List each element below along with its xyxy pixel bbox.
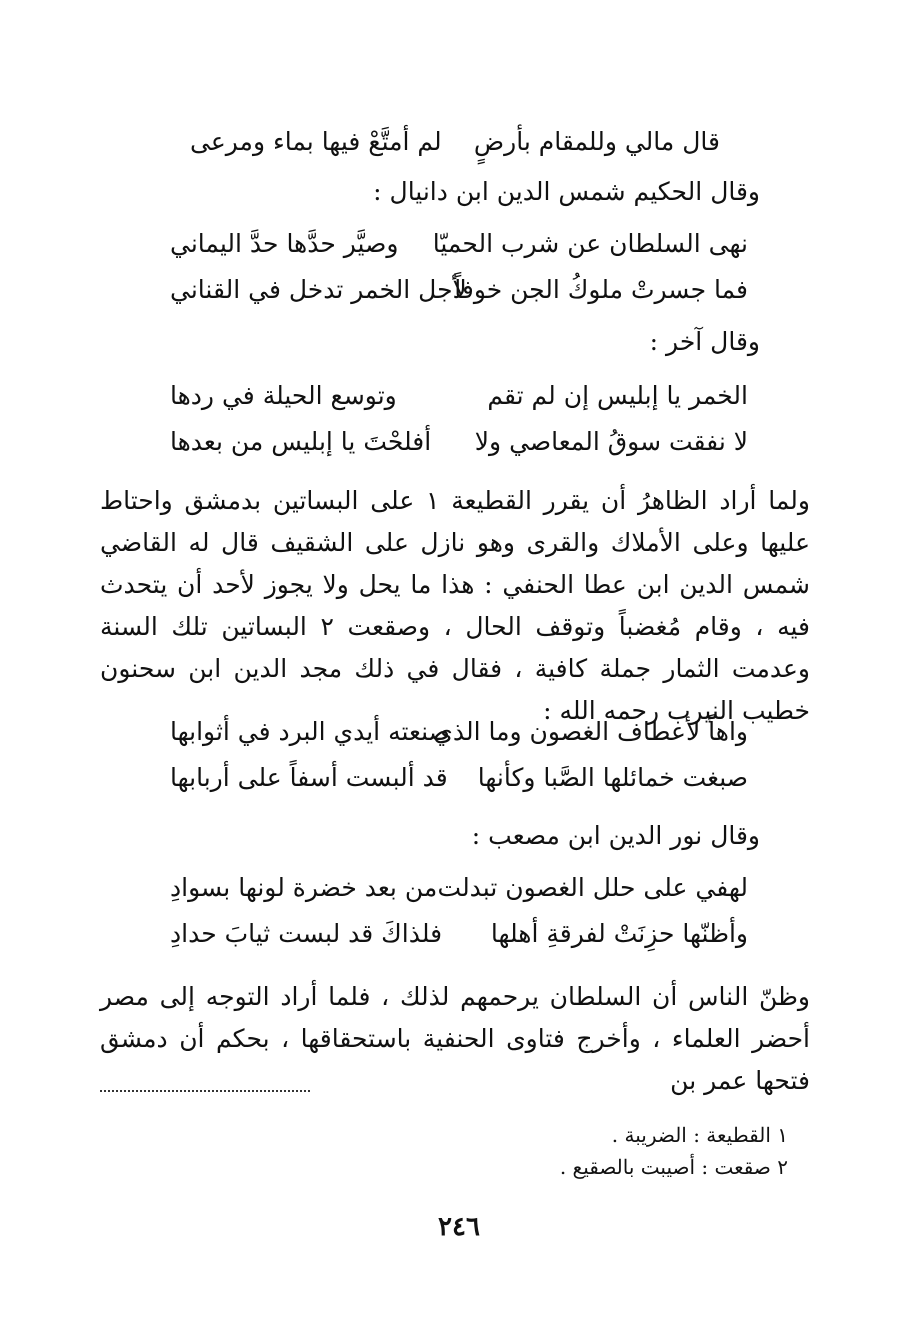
verse-1-second-hemistich: لم أمتَّعْ فيها بماء ومرعى — [190, 127, 442, 156]
verse-9 — [170, 914, 748, 954]
verse-6 — [170, 712, 748, 752]
verse-5-first-hemistich: لا نفقت سوقُ المعاصي ولا — [474, 427, 748, 456]
verse-4 — [170, 376, 748, 416]
verse-7 — [170, 758, 748, 798]
verse-9-second-hemistich: فلذاكَ قد لبست ثيابَ حدادِ — [170, 919, 443, 948]
intro-another: وقال آخر : — [649, 327, 760, 356]
paragraph-dhahir: ولما أراد الظاهرُ أن يقرر القطيعة ١ على البساتين بدمشق واحتاط عليها وعلى الأملاك والقرى وهو نازل على الشقيف قال له القاضي شمس الدين ابن عطا الحنفي : هذا ما يحل ولا يجوز لأحد أن يتحدث فيه ، وقام مُغضباً وتوقف الحال ، وصقعت ٢ البساتين تلك السنة وعدمت الثمار جملة كافية ، فقال في ذلك مجد الدين ابن سحنون خطيب النيرب رحمه الله : — [100, 486, 810, 725]
verse-5-second-hemistich: أفلحْتَ يا إبليس من بعدها — [170, 427, 432, 456]
intro-ibn-daniyal: وقال الحكيم شمس الدين ابن دانيال : — [373, 177, 760, 206]
paragraph-sultan: وظنّ الناس أن السلطان يرحمهم لذلك ، فلما أراد التوجه إلى مصر أحضر العلماء ، وأخرج فتاوى الحنفية باستحقاقها ، بحكم أن دمشق فتحها عمر بن — [100, 982, 810, 1095]
verse-3-first-hemistich: فما جسرتْ ملوكُ الجن خوفاً — [454, 275, 748, 304]
verse-6-second-hemistich: صنعته أيدي البرد في أثوابها — [170, 717, 450, 746]
intro-nur-al-din: وقال نور الدين ابن مصعب : — [471, 821, 760, 850]
verse-7-second-hemistich: قد ألبست أسفاً على أربابها — [170, 763, 448, 792]
verse-7-first-hemistich: صبغت خمائلها الصَّبا وكأنها — [477, 763, 748, 792]
verse-4-second-hemistich: وتوسع الحيلة في ردها — [170, 381, 397, 410]
verse-5 — [170, 422, 748, 462]
verse-2-second-hemistich: وصيَّر حدَّها حدَّ اليماني — [170, 229, 399, 258]
verse-3-second-hemistich: لأجل الخمر تدخل في القناني — [170, 275, 467, 304]
footnote-1: ١ القطيعة : الضريبة . — [611, 1123, 788, 1147]
verse-2-first-hemistich: نهى السلطان عن شرب الحميّا — [432, 229, 748, 258]
verse-4-first-hemistich: الخمر يا إبليس إن لم تقم — [487, 381, 748, 410]
verse-1-first-hemistich: قال مالي وللمقام بأرضٍ — [473, 127, 720, 156]
verse-1 — [190, 122, 720, 162]
verse-9-first-hemistich: وأظنّها حزِنَتْ لفرقةِ أهلها — [490, 919, 748, 948]
verse-2 — [170, 224, 748, 264]
verse-8-second-hemistich: من بعد خضرة لونها بسوادِ — [170, 873, 438, 902]
verse-8-first-hemistich: لهفي على حلل الغصون تبدلت — [437, 873, 748, 902]
verse-3 — [170, 270, 748, 310]
verse-6-first-hemistich: واهاً لأعطاف الغصون وما الذي — [433, 717, 748, 746]
footnote-separator — [100, 1090, 310, 1092]
footnote-2: ٢ صقعت : أصيبت بالصقيع . — [559, 1155, 788, 1179]
page-number: ٢٤٦ — [438, 1212, 480, 1242]
verse-8 — [170, 868, 748, 908]
